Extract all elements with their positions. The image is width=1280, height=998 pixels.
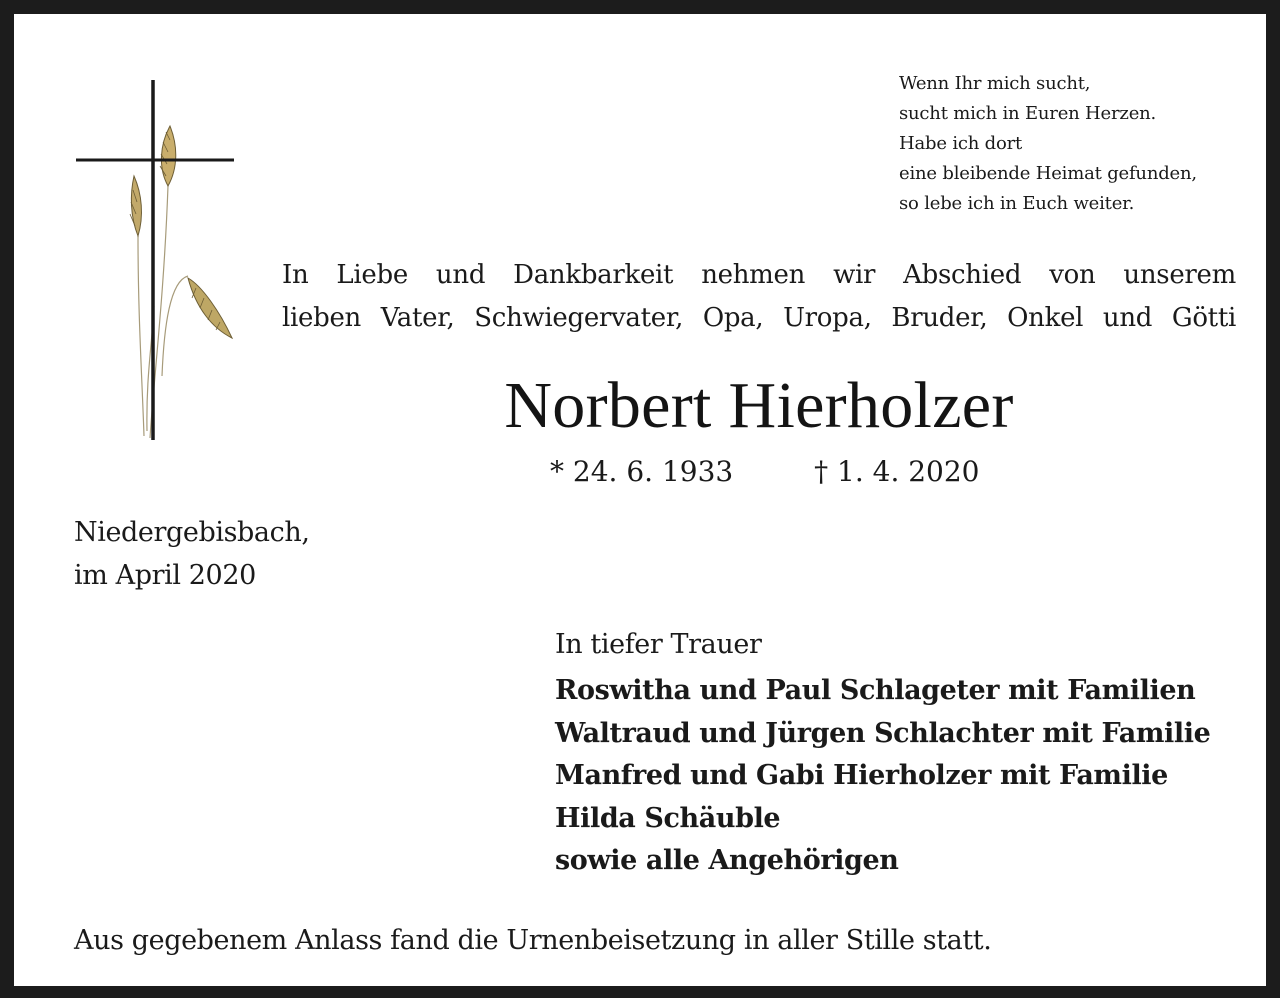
poem bbox=[899, 69, 1197, 219]
mourner-entry: Manfred und Gabi Hierholzer mit Familie bbox=[555, 760, 1168, 791]
poem-line: sucht mich in Euren Herzen. bbox=[899, 103, 1157, 124]
cross bbox=[76, 80, 234, 440]
mourner-entry: Waltraud und Jürgen Schlachter mit Familie bbox=[555, 717, 1211, 749]
mourner-entry: sowie alle Angehörigen bbox=[555, 845, 899, 876]
mourner-entry: Hilda Schäuble bbox=[555, 802, 781, 834]
mourners-list bbox=[555, 670, 1210, 883]
poem-line: so lebe ich in Euch weiter. bbox=[899, 193, 1135, 214]
deceased-name: Norbert Hierholzer bbox=[504, 369, 1014, 442]
place-line: Niedergebisbach, bbox=[74, 517, 310, 548]
life-dates bbox=[550, 450, 980, 494]
birth-date: * 24. 6. 1933 bbox=[550, 455, 734, 488]
cross-with-wheat-icon bbox=[72, 76, 242, 446]
place-and-date bbox=[74, 511, 310, 597]
poem-line: Habe ich dort bbox=[899, 133, 1023, 154]
poem-line: eine bleibende Heimat gefunden, bbox=[899, 163, 1197, 184]
poem-line: Wenn Ihr mich sucht, bbox=[899, 73, 1091, 94]
mourning-heading: In tiefer Trauer bbox=[555, 629, 762, 660]
intro-line: In Liebe und Dankbarkeit nehmen wir Abschied von unserem bbox=[282, 260, 1236, 290]
death-date: † 1. 4. 2020 bbox=[814, 455, 980, 488]
burial-note: Aus gegebenem Anlass fand die Urnenbeisetzung in aller Stille statt. bbox=[74, 925, 992, 956]
wheat-ears bbox=[130, 126, 232, 338]
mourner-entry: Roswitha und Paul Schlageter mit Familien bbox=[555, 675, 1196, 706]
wheat-stalks bbox=[138, 186, 188, 438]
intro-text bbox=[282, 254, 1236, 340]
intro-line: lieben Vater, Schwiegervater, Opa, Uropa, Bruder, Onkel und Götti bbox=[282, 303, 1236, 333]
date-line: im April 2020 bbox=[74, 560, 256, 591]
